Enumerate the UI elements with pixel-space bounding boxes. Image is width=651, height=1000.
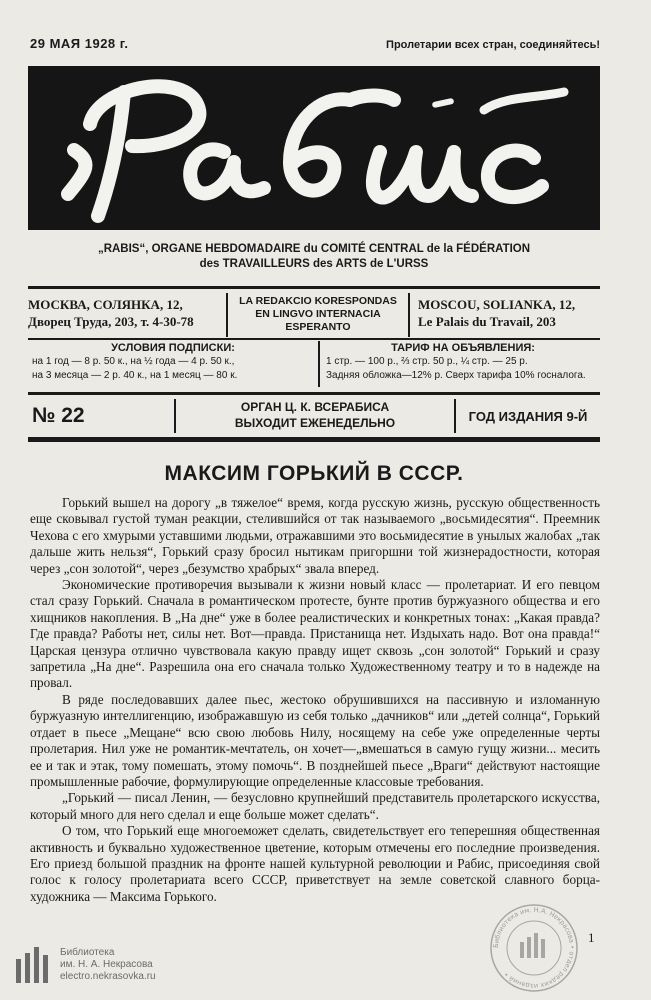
rabis-script-logo: [28, 66, 600, 230]
article-paragraph: Горький вышел на дорогу „в тяжелое“ время, когда русскую жизнь, русскую общественность еще сковывал густой туман реакции, стелившийся от так называемого „восьмидесятия“. Преемник Чехова с его хмурыми уставшими людьми, отражавшими это восьмидесятие в унылых жалобах „так дальше жить нельзя“, Горький сразу бросил нытикам пригоршни той жизнерадостности, которая через „сон золотой“, через „безумство храбрых“ звала вперед.: [30, 495, 600, 576]
library-bars-icon: [14, 945, 54, 985]
advertising-tariff: [318, 341, 600, 387]
library-line-1: Библиотека: [60, 947, 115, 958]
address-french: [410, 293, 600, 337]
issue-date: 29 МАЯ 1928 г.: [30, 36, 129, 51]
issue-number: № 22: [32, 404, 85, 427]
address-esperanto: [226, 293, 410, 337]
subtitle-line-2: des TRAVAILLEURS des ARTS de L'URSS: [199, 258, 429, 270]
publication-subtitle: [28, 242, 600, 272]
publication-year: ГОД ИЗДАНИЯ 9-Й: [468, 408, 588, 424]
logo-text: [28, 230, 29, 231]
article-body: [30, 495, 600, 905]
address-eo-line-3: ESPERANTO: [285, 321, 351, 333]
subtitle-line-1: „RABIS“, ORGANE HEBDOMADAIRE du COMITÉ CENTRAL de la FÉDÉRATION: [97, 243, 531, 255]
organ-line-1: ОРГАН Ц. К. ВСЕРАБИСА: [240, 400, 390, 414]
tariff-line-1: 1 стр. — 100 р., ⅔ стр. 50 р., ¼ стр. — 25 р.: [326, 356, 528, 367]
organ-line-2: ВЫХОДИТ ЕЖЕНЕДЕЛЬНО: [234, 416, 396, 430]
top-line: [30, 36, 600, 51]
divider: [28, 392, 600, 395]
terms-block: [28, 341, 600, 387]
address-eo-line-2: EN LINGVO INTERNACIA: [255, 308, 381, 320]
library-line-3: electro.nekrasovka.ru: [60, 971, 156, 982]
divider: [28, 286, 600, 289]
issue-info: [28, 397, 600, 435]
article-paragraph: В ряде последовавших далее пьес, жестоко обрушившихся на пассивную и изломанную буржуазную интеллигенцию, изображавшую из себя только „дачников“ или „детей солнца“, Горький отдает в пьесе „Мещане“ всю свою любовь Нилу, носящему на себе уже определенные черты пролетария. Нил уже не романтик-мечтатель, он хочет—„вмешаться в самую гущу жизни... месить ее и так и этак, тому помешать, этому помочь“. В позднейшей пьесе „Враги“ действуют настоящие промышленные рабочие, формулирующие определенные классовые требования.: [30, 691, 600, 789]
svg-text:Библиотека им. Н.А. Некрасова: [492, 906, 576, 990]
divider: [28, 338, 600, 340]
subscription-line-1: на 1 год — 8 р. 50 к., на ½ года — 4 р. 50 к.,: [32, 356, 235, 367]
divider-thick: [28, 437, 600, 442]
address-eo-line-1: LA REDAKCIO KORESPONDAS: [239, 295, 397, 307]
address-ru-line-1: МОСКВА, СОЛЯНКА, 12,: [28, 297, 183, 312]
organ-label: [174, 399, 456, 433]
subscription-terms: [28, 341, 318, 387]
address-fr-line-2: Le Palais du Travail, 203: [418, 314, 556, 329]
stamp-text: Библиотека им. Н.А. Некрасова • отдел редких изданий •: [491, 905, 577, 991]
address-fr-line-1: MOSCOU, SOLIANKA, 12,: [418, 297, 576, 312]
address-block: [28, 293, 600, 337]
slogan: Пролетарии всех стран, соединяйтесь!: [386, 39, 600, 51]
article-paragraph: О том, что Горький еще многоеможет сделать, свидетельствует его теперешняя общественная активность и буквально художественное цветение, которым отмечены его последние произведения. Его приезд большой праздник на фронте нашей культурной революции и Рабис, присоединяя свой голос к голосу пролетариата всего СССР, приветствует на земле советской славного борца-художника — Максима Горького.: [30, 823, 600, 904]
tariff-line-2: Задняя обложка—12% р. Сверх тарифа 10% госналога.: [326, 370, 586, 381]
article-title: МАКСИМ ГОРЬКИЙ В СССР.: [164, 462, 464, 485]
library-stamp: [488, 902, 580, 994]
page-number: 1: [588, 930, 595, 945]
subscription-title: УСЛОВИЯ ПОДПИСКИ:: [111, 342, 235, 354]
library-caption: [60, 947, 156, 983]
article-paragraph: „Горький — писал Ленин, — безусловно крупнейший представитель пролетарского искусства, который много для него сделал и еще больше может сделать“.: [30, 790, 600, 822]
library-line-2: им. Н. А. Некрасова: [60, 959, 153, 970]
address-russian: [28, 293, 226, 337]
address-ru-line-2: Дворец Труда, 203, т. 4-30-78: [28, 314, 194, 329]
library-logo: [14, 945, 156, 985]
subscription-line-2: на 3 месяца — 2 р. 40 к., на 1 месяц — 80 к.: [32, 370, 238, 381]
article-paragraph: Экономические противоречия вызывали к жизни новый класс — пролетариат. И его певцом стал сразу Горький. Сначала в романтическом протесте, бунте против буржуазного общества и его хищников накопления. В „На дне“ уже в более реалистических и конкретных тонах: „Какая правда? Где правда? Работы нет, силы нет. Вот—правда. Пристанища нет. Издыхать надо. Вот она правда!“ Царская цензура отлично чувствовала какую правду ищет сквозь „сон золотой“ Горький и сразу запретила „На дне“. Разрешила она его сначала только Художественному театру и то в надежде на провал.: [30, 577, 600, 691]
masthead-logo: [28, 66, 600, 230]
tariff-title: ТАРИФ НА ОБЪЯВЛЕНИЯ:: [391, 342, 535, 354]
